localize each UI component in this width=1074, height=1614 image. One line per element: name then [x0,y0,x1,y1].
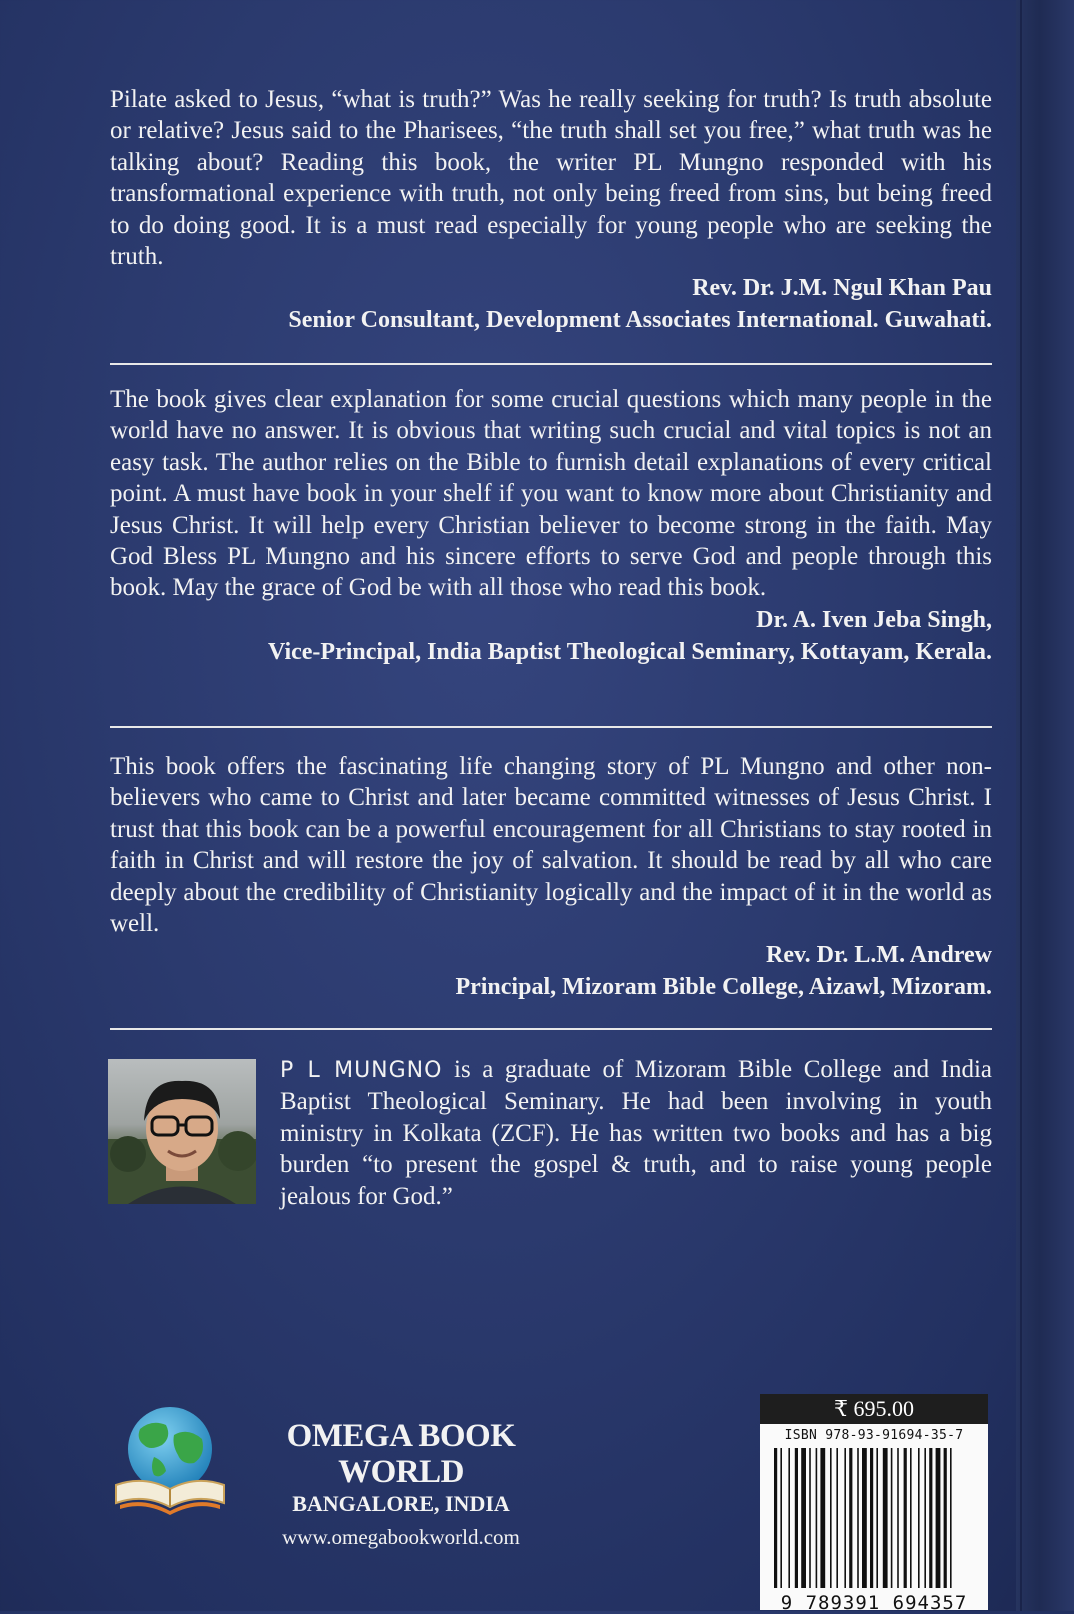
book-spine [1016,0,1074,1611]
barcode-bar [820,1448,825,1588]
barcode-bar [891,1448,893,1588]
barcode-bar [857,1448,859,1588]
barcode-bar [795,1448,798,1588]
barcode-bar [816,1448,818,1588]
endorsement-2-title: Vice-Principal, India Baptist Theological Seminary, Kottayam, Kerala. [268,638,992,665]
barcode-bar [809,1448,811,1588]
publisher-logo [110,1405,230,1517]
barcode-bar [924,1448,926,1588]
barcode-icon [760,1424,988,1610]
author-bio-text: is a graduate of Mizoram Bible College and India Baptist Theological Seminary. He had been involving in youth ministry in Kolkata (ZCF). He has written two books and has a big burden “to present the gospel & truth, and to raise young people jealous for God.” [280,1056,992,1210]
barcode-bar [883,1448,888,1588]
barcode-bar [910,1448,912,1588]
barcode-bar [897,1448,899,1588]
barcode-bar [876,1448,878,1588]
barcode-bar [870,1448,873,1588]
barcode-bar [844,1448,846,1588]
barcode-bar [904,1448,907,1588]
divider-2 [110,726,992,728]
globe-book-icon [110,1405,230,1517]
barcode-bar [936,1448,941,1588]
price-label: ₹ 695.00 [760,1394,988,1424]
barcode-bar [836,1448,838,1588]
publisher-block [236,1418,566,1552]
barcode-bar [801,1448,806,1588]
author-name: P L MUNGNO [280,1058,443,1083]
author-bio [280,1054,992,1212]
endorsement-3-name: Rev. Dr. L.M. Andrew [765,942,992,969]
endorsement-1-name: Rev. Dr. J.M. Ngul Khan Pau [692,275,992,302]
endorsement-2-text: The book gives clear explanation for some crucial questions which many people in the world have no answer. It is obvious that writing such crucial and vital topics is not an easy task. The author relies on the Bible to furnish detail explanations of every critical point. A must have book in your shelf if you want to know more about Christianity and Jesus Christ. It will help every Christian believer to become strong in the faith. May God Bless PL Mungno and his sincere efforts to serve God and people through this book. May the grace of God be with all those who read this book. [110,386,992,602]
barcode-panel [760,1424,988,1614]
publisher-city: BANGALORE, INDIA [292,1491,510,1516]
barcode-bar [780,1448,782,1588]
endorsement-1-title: Senior Consultant, Development Associates International. Guwahati. [288,307,992,334]
endorsement-1-text: Pilate asked to Jesus, “what is truth?” Was he really seeking for truth? Is truth absolute or relative? Jesus said to the Pharisees, “the truth shall set you free,” what truth was he talking about? Reading this book, the writer PL Mungno responded with his transformational experience with truth, not only being freed from sins, but being freed to do doing good. It is a must read especially for young people who are seeking the truth. [110,86,992,271]
endorsement-3-title: Principal, Mizoram Bible College, Aizawl, Mizoram. [455,974,992,1001]
endorsement-2 [110,384,992,668]
barcode-bar [950,1448,952,1588]
publisher-name: OMEGA BOOK WORLD [286,1418,516,1490]
divider-1 [110,363,992,365]
divider-3 [110,1028,992,1030]
isbn-text: ISBN 978-93-91694-35-7 [784,1428,964,1443]
barcode-bar [944,1448,947,1588]
barcode-bar [788,1448,790,1588]
barcode-bar [774,1448,777,1588]
barcode-bar [849,1448,852,1588]
spine-fold-line [1020,0,1022,1611]
publisher-url[interactable]: www.omegabookworld.com [282,1525,520,1549]
endorsement-1 [110,84,992,336]
barcode-bar [830,1448,832,1588]
ean-number: 9 789391 694357 [780,1592,968,1614]
barcode-bar [862,1448,867,1588]
barcode-bar [918,1448,920,1588]
endorsement-2-name: Dr. A. Iven Jeba Singh, [756,606,992,633]
endorsement-3 [110,751,992,1003]
author-portrait-icon [108,1059,256,1204]
endorsement-3-text: This book offers the fascinating life changing story of PL Mungno and other non-believers who came to Christ and later became committed witnesses of Jesus Christ. I trust that this book can be a powerful encouragement for all Christians to stay rooted in faith in Christ and will restore the joy of salvation. It should be read by all who care deeply about the credibility of Christianity logically and the impact of it in the world as well. [110,753,992,938]
author-photo [108,1059,256,1204]
barcode-bar [929,1448,932,1588]
